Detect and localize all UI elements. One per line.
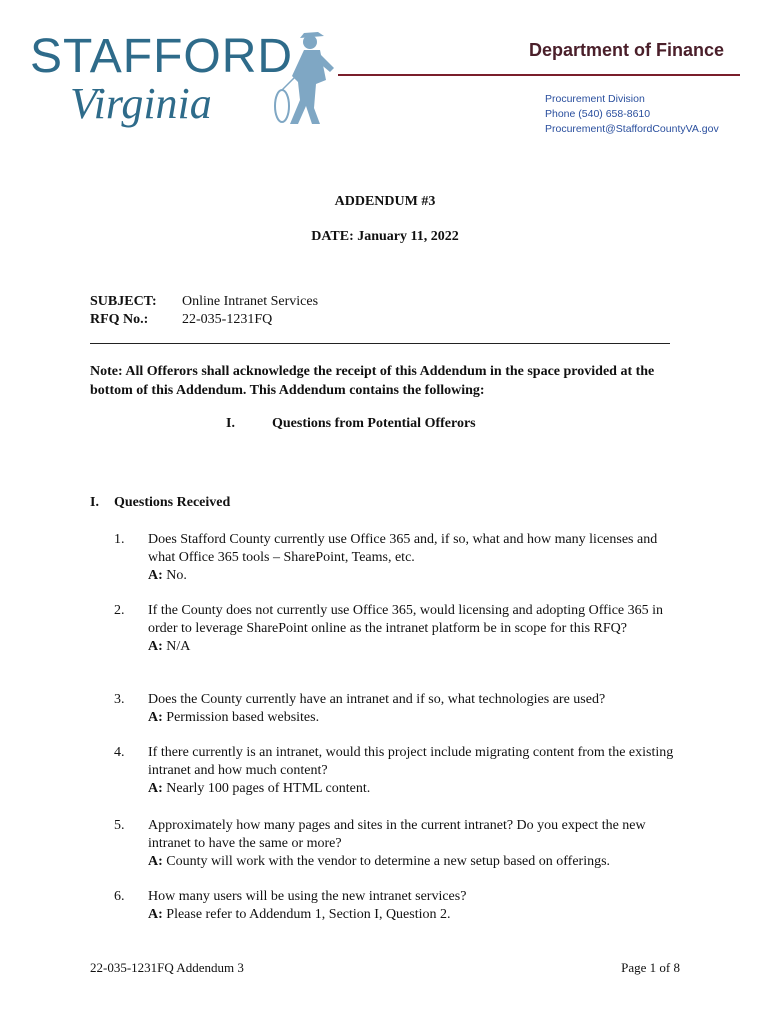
colonial-figure-icon	[290, 32, 334, 124]
subject-value: Online Intranet Services	[182, 294, 319, 309]
contents-item	[226, 416, 476, 432]
logo-virginia-text: Virginia	[70, 79, 212, 128]
question-number: 3.	[114, 692, 125, 707]
question-text: Does the County currently have an intranet and if so, what technologies are used?	[148, 692, 606, 707]
answer-line	[148, 638, 684, 656]
subject-block	[90, 293, 318, 329]
contact-phone: Phone (540) 658-8610	[545, 108, 651, 120]
footer-page-number: Page 1 of 8	[621, 960, 680, 975]
answer-line	[148, 853, 684, 871]
answer-line	[148, 709, 684, 727]
answer-text: Nearly 100 pages of HTML content.	[166, 781, 371, 796]
contents-number: I.	[226, 416, 235, 431]
question-item	[114, 691, 684, 727]
answer-text: Please refer to Addendum 1, Section I, Question 2.	[166, 907, 451, 922]
answer-prefix: A:	[148, 781, 163, 796]
stafford-virginia-logo	[28, 28, 338, 128]
addendum-title: ADDENDUM #3	[334, 194, 436, 209]
contact-division: Procurement Division	[545, 93, 645, 105]
question-item	[114, 602, 684, 656]
question-number: 6.	[114, 889, 125, 904]
answer-prefix: A:	[148, 639, 163, 654]
contact-email[interactable]: Procurement@StaffordCountyVA.gov	[545, 123, 719, 135]
section-heading	[90, 495, 230, 511]
answer-text: N/A	[166, 639, 191, 654]
department-title: Department of Finance	[528, 40, 724, 60]
rope-coil-icon	[275, 90, 289, 122]
subject-label: SUBJECT:	[90, 294, 157, 309]
answer-text: County will work with the vendor to determine a new setup based on offerings.	[166, 854, 611, 869]
question-item	[114, 888, 684, 924]
question-number: 1.	[114, 532, 125, 547]
question-number: 5.	[114, 818, 125, 833]
question-text: Approximately how many pages and sites in the current intranet? Do you expect the new intranet to have the same or more?	[148, 818, 646, 851]
answer-prefix: A:	[148, 710, 163, 725]
question-text: If the County does not currently use Office 365, would licensing and adopting Office 365 in order to leverage SharePoint online as the intranet platform be in scope for this RFQ?	[148, 603, 664, 636]
question-number: 2.	[114, 603, 125, 618]
answer-line	[148, 780, 684, 798]
answer-prefix: A:	[148, 907, 163, 922]
answer-prefix: A:	[148, 854, 163, 869]
contents-label: Questions from Potential Offerors	[272, 416, 476, 431]
acknowledgement-note: Note: All Offerors shall acknowledge the receipt of this Addendum in the space provided at the bottom of this Addendum. This Addendum contains the following:	[90, 364, 655, 398]
question-number: 4.	[114, 745, 125, 760]
question-item	[114, 744, 684, 798]
rfq-label: RFQ No.:	[90, 312, 149, 327]
question-item	[114, 817, 684, 871]
section-label: Questions Received	[114, 495, 231, 510]
question-text: Does Stafford County currently use Office 365 and, if so, what and how many licenses and what Office 365 tools – SharePoint, Teams, etc.	[148, 532, 658, 565]
answer-text: No.	[166, 568, 187, 583]
answer-text: Permission based websites.	[166, 710, 320, 725]
question-text: How many users will be using the new intranet services?	[148, 889, 467, 904]
header-rule	[338, 74, 740, 76]
addendum-date: DATE: January 11, 2022	[311, 229, 459, 244]
footer-document-id: 22-035-1231FQ Addendum 3	[90, 960, 244, 975]
logo-stafford-text: STAFFORD	[30, 30, 294, 83]
section-number: I.	[90, 495, 99, 510]
answer-line	[148, 567, 684, 585]
rfq-value: 22-035-1231FQ	[182, 312, 273, 327]
divider	[90, 343, 670, 344]
contact-block	[545, 92, 719, 137]
answer-prefix: A:	[148, 568, 163, 583]
question-text: If there currently is an intranet, would this project include migrating content from the existing intranet and how much content?	[148, 745, 674, 778]
question-item	[114, 531, 684, 585]
answer-line	[148, 906, 684, 924]
